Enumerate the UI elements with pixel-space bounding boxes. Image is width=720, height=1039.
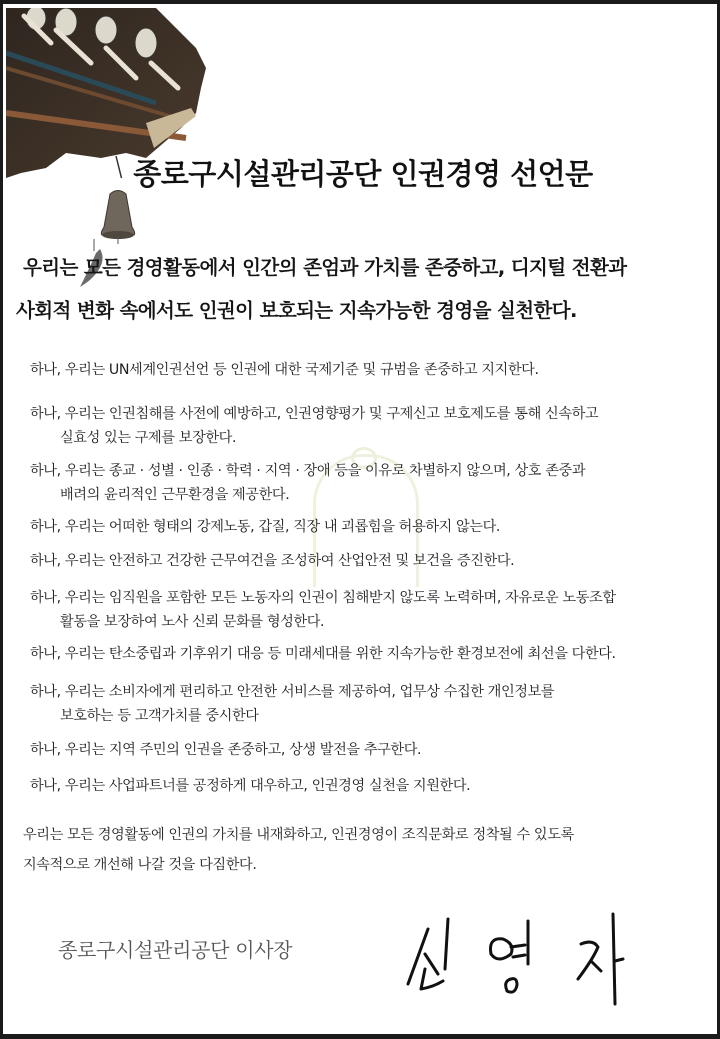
pledge-text: 하나, 우리는 인권침해를 사전에 예방하고, 인권영향평가 및 구제신고 보호제도를 통해 신속하고 — [30, 406, 599, 422]
pledge-item-5 — [30, 549, 514, 573]
document-title: 종로구시설관리공단 인권경영 선언문 — [133, 157, 593, 191]
lead-line-1: 우리는 모든 경영활동에서 인간의 존엄과 가치를 존중하고, 디지털 전환과 — [23, 256, 627, 279]
closing-line-1: 우리는 모든 경영활동에 인권의 가치를 내재화하고, 인권경영이 조직문화로 정착될 수 있도록 — [23, 827, 574, 843]
wind-bell-icon — [96, 189, 141, 244]
pledge-text: 하나, 우리는 안전하고 건강한 근무여건을 조성하여 산업안전 및 보건을 증진한다. — [30, 553, 515, 569]
pledge-text-continued: 활동을 보장하여 노사 신뢰 문화를 형성한다. — [60, 614, 325, 630]
pledge-text: 하나, 우리는 어떠한 형태의 강제노동, 갑질, 직장 내 괴롭힘을 허용하지 않는다. — [30, 519, 500, 535]
pledge-item-10 — [30, 774, 470, 798]
pledge-item-8 — [30, 680, 554, 728]
lead-line-2: 사회적 변화 속에서도 인권이 보호되는 지속가능한 경영을 실천한다. — [16, 299, 577, 322]
pledge-text: 하나, 우리는 UN세계인권선언 등 인권에 대한 국제기준 및 규범을 존중하고 지지한다. — [30, 362, 539, 378]
pledge-text: 하나, 우리는 종교 · 성별 · 인종 · 학력 · 지역 · 장애 등을 이유로 차별하지 않으며, 상호 존중과 — [30, 463, 586, 479]
pledge-text: 하나, 우리는 탄소중립과 기후위기 대응 등 미래세대를 위한 지속가능한 환경보전에 최선을 다한다. — [30, 646, 616, 662]
pledge-item-2 — [30, 402, 598, 450]
pledge-text: 하나, 우리는 소비자에게 편리하고 안전한 서비스를 제공하여, 업무상 수집한 개인정보를 — [30, 684, 555, 700]
pledge-text: 하나, 우리는 사업파트너를 공정하게 대우하고, 인권경영 실천을 지원한다. — [30, 778, 471, 794]
pledge-text-continued: 배려의 윤리적인 근무환경을 제공한다. — [60, 487, 290, 503]
signature-icon — [403, 909, 643, 1009]
pledge-item-4 — [30, 515, 500, 539]
pledge-item-9 — [30, 738, 421, 762]
pledge-text: 하나, 우리는 임직원을 포함한 모든 노동자의 인권이 침해받지 않도록 노력하며, 자유로운 노동조합 — [30, 590, 616, 606]
pledge-text-continued: 실효성 있는 구제를 보장한다. — [60, 430, 237, 446]
pledge-item-1 — [30, 358, 539, 382]
pledge-text: 하나, 우리는 지역 주민의 인권을 존중하고, 상생 발전을 추구한다. — [30, 742, 422, 758]
pledge-item-6 — [30, 586, 616, 634]
pledge-text-continued: 보호하는 등 고객가치를 중시한다 — [60, 708, 259, 724]
pledge-item-7 — [30, 642, 616, 666]
closing-line-2: 지속적으로 개선해 나갈 것을 다짐한다. — [23, 857, 257, 873]
pledge-item-3 — [30, 459, 585, 507]
signer-title: 종로구시설관리공단 이사장 — [58, 938, 293, 962]
